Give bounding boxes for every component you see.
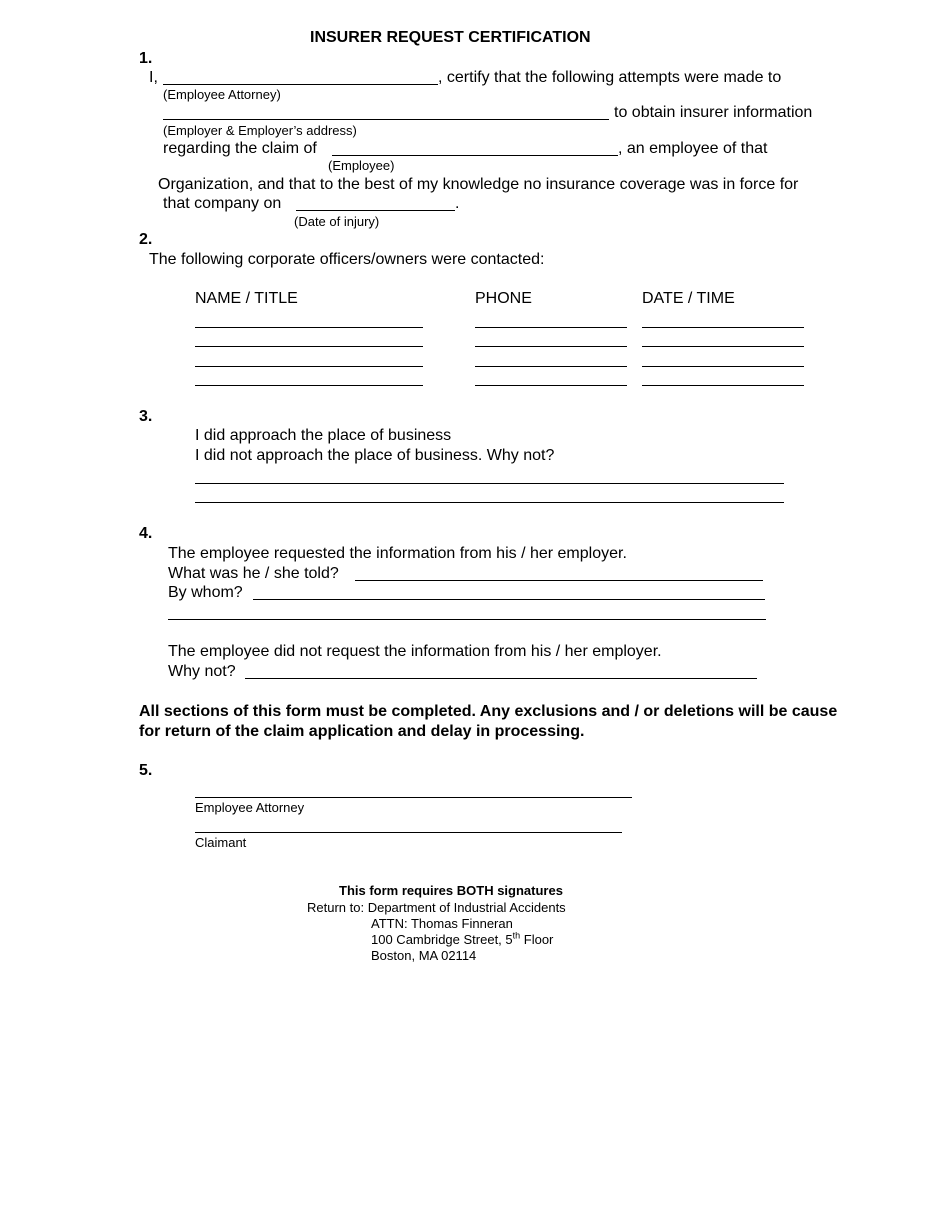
told-field[interactable]: [355, 580, 763, 581]
officers-intro: The following corporate officers/owners were contacted:: [149, 251, 545, 268]
column-phone: PHONE: [475, 290, 532, 307]
street-text: 100 Cambridge Street, 5: [371, 932, 513, 947]
why-not-request-field[interactable]: [245, 678, 757, 679]
employee-name-field[interactable]: [332, 155, 618, 156]
period: .: [455, 195, 460, 212]
section-3-number: 3.: [139, 408, 153, 425]
option-employee-requested[interactable]: The employee requested the information from his / her employer.: [168, 545, 627, 562]
section-4-number: 4.: [139, 525, 153, 542]
employee-of-text: , an employee of that: [618, 140, 768, 157]
attorney-signature-field[interactable]: [195, 797, 632, 798]
by-whom-field[interactable]: [253, 599, 765, 600]
date-of-injury-field[interactable]: [296, 210, 455, 211]
return-to: Return to: Department of Industrial Accidents: [307, 900, 566, 915]
city-line: Boston, MA 02114: [371, 948, 477, 963]
regarding-text: regarding the claim of: [163, 140, 317, 157]
obtain-text: to obtain insurer information: [614, 104, 813, 121]
employer-address-field[interactable]: [163, 119, 609, 120]
officer-name-field[interactable]: [195, 327, 423, 328]
street-ordinal: th: [512, 930, 521, 941]
street-floor: Floor: [520, 932, 554, 947]
completion-notice: All sections of this form must be completed. Any exclusions and / or deletions will be cause for return of the claim application and delay in processing.: [139, 703, 838, 740]
told-label: What was he / she told?: [168, 565, 339, 582]
option-did-approach[interactable]: I did approach the place of business: [195, 427, 452, 444]
officer-name-field[interactable]: [195, 366, 423, 367]
column-name-title: NAME / TITLE: [195, 290, 298, 307]
officer-date-field[interactable]: [642, 327, 804, 328]
column-date-time: DATE / TIME: [642, 290, 735, 307]
option-did-not-approach[interactable]: I did not approach the place of business. Why not?: [195, 447, 555, 464]
employee-attorney-field[interactable]: [163, 84, 438, 85]
organization-text: Organization, and that to the best of my knowledge no insurance coverage was in force for: [158, 176, 799, 193]
officer-phone-field[interactable]: [475, 385, 627, 386]
officer-date-field[interactable]: [642, 346, 804, 347]
employer-caption: (Employer & Employer’s address): [163, 123, 357, 138]
certify-text: , certify that the following attempts were made to: [438, 69, 782, 86]
by-whom-label: By whom?: [168, 584, 243, 601]
claimant-signature-label: Claimant: [195, 835, 247, 850]
why-not-label: Why not?: [168, 663, 236, 680]
why-not-field-2[interactable]: [195, 502, 784, 503]
section-5-number: 5.: [139, 762, 153, 779]
date-caption: (Date of injury): [294, 214, 380, 229]
officer-name-field[interactable]: [195, 385, 423, 386]
by-whom-field-2[interactable]: [168, 619, 766, 620]
why-not-field-1[interactable]: [195, 483, 784, 484]
option-employee-not-requested[interactable]: The employee did not request the information from his / her employer.: [168, 643, 662, 660]
employee-caption: (Employee): [328, 158, 395, 173]
officer-phone-field[interactable]: [475, 327, 627, 328]
street-line: [371, 932, 553, 947]
page-title: INSURER REQUEST CERTIFICATION: [310, 29, 591, 46]
claimant-signature-field[interactable]: [195, 832, 622, 833]
officer-phone-field[interactable]: [475, 346, 627, 347]
officer-phone-field[interactable]: [475, 366, 627, 367]
company-on-text: that company on: [163, 195, 282, 212]
section-2-number: 2.: [139, 231, 153, 248]
officer-date-field[interactable]: [642, 385, 804, 386]
i-label: I,: [149, 69, 158, 86]
officer-date-field[interactable]: [642, 366, 804, 367]
section-1-number: 1.: [139, 50, 153, 67]
requires-signatures: This form requires BOTH signatures: [339, 883, 563, 898]
employee-attorney-caption: (Employee Attorney): [163, 87, 281, 102]
attn-line: ATTN: Thomas Finneran: [371, 916, 513, 931]
officer-name-field[interactable]: [195, 346, 423, 347]
attorney-signature-label: Employee Attorney: [195, 800, 305, 815]
